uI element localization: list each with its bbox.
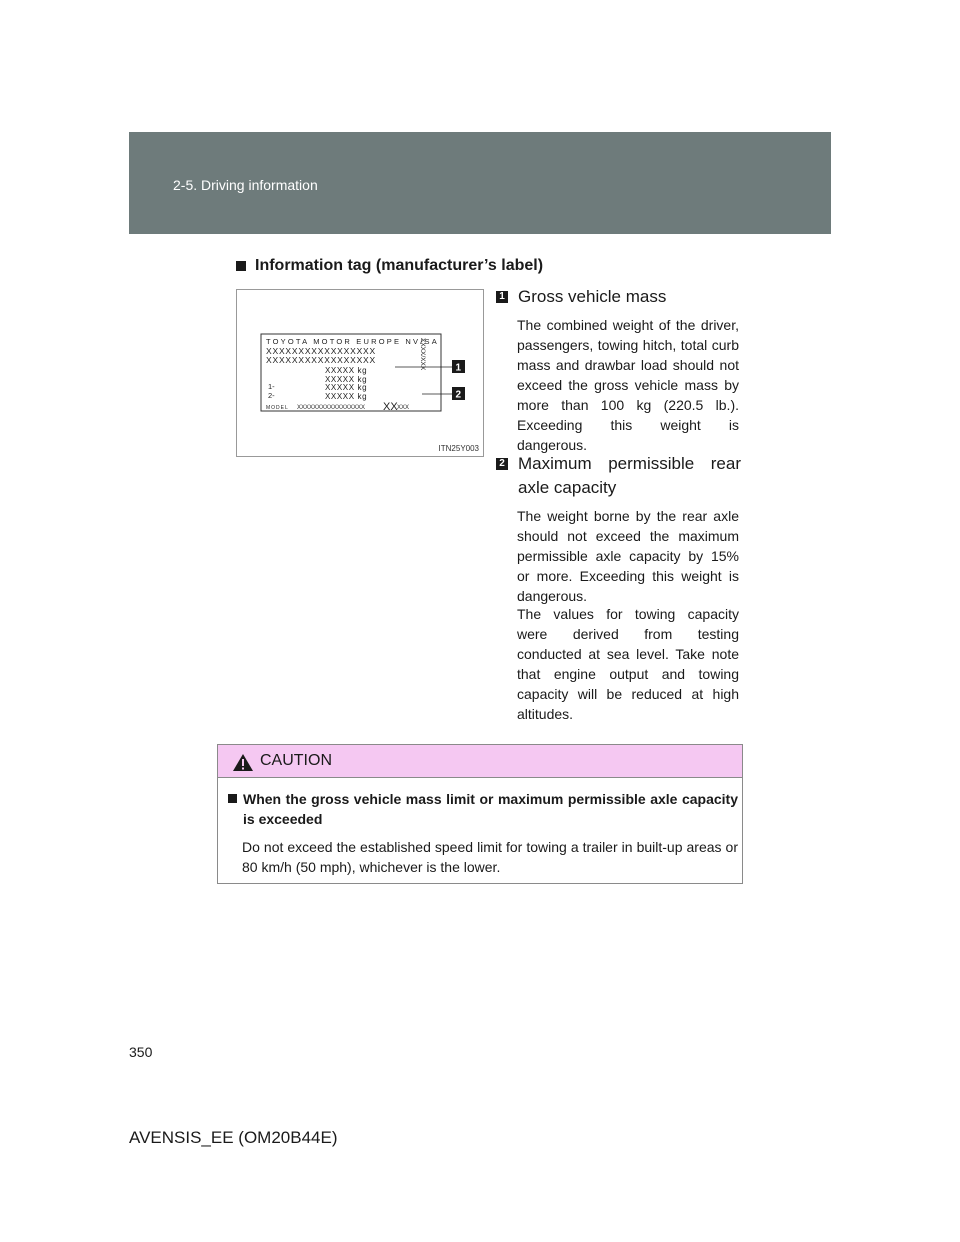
section-heading-text: Information tag (manufacturer’s label) — [255, 257, 544, 274]
warning-triangle-icon — [232, 753, 254, 772]
item-2-text-2: The values for towing capacity were derived from testing conducted at sea level. Take note that engine output and towing capacity will be reduced at high altitudes. — [517, 606, 739, 722]
label-xxx: XXX — [397, 405, 410, 411]
manufacturer-label-figure — [236, 289, 484, 457]
section-title: 2-5. Driving information — [173, 177, 318, 193]
item-2-title-line2: axle capacity — [518, 478, 617, 497]
label-illustration — [237, 290, 483, 456]
caution-subheading — [228, 789, 738, 829]
item-1-text: The combined weight of the driver, passengers, towing hitch, total curb mass and drawbar load should not exceed the gross vehicle mass by more than 100 kg (220.5 lb.). Exceeding this weight is dangerous. — [517, 317, 739, 453]
label-line3: XXXXXXXXXXXXXXXXX — [266, 355, 376, 365]
label-side-text: XXXX/XXX — [419, 338, 426, 371]
label-kg3: XXXXX kg — [325, 383, 368, 392]
square-bullet-icon — [228, 794, 237, 803]
item-2-text: The weight borne by the rear axle should not exceed the maximum permissible axle capacity by 15% or more. Exceeding this weight is dangerous. — [517, 508, 739, 604]
label-model-value: XXXXXXXXXXXXXXXXX — [297, 405, 366, 411]
label-xx: XX — [383, 401, 398, 413]
item-2-title-line1: Maximum permissible rear — [518, 454, 741, 473]
section-heading — [236, 257, 543, 275]
label-line1: TOYOTA MOTOR EUROPE NV/SA — [266, 337, 439, 346]
number-2-icon: 2 — [496, 458, 508, 470]
label-kg1: XXXXX kg — [325, 366, 368, 375]
label-line2: XXXXXXXXXXXXXXXXX — [266, 346, 376, 356]
caution-box — [217, 744, 743, 884]
item-2-heading — [496, 452, 741, 500]
footer-model: AVENSIS_EE (OM20B44E) — [129, 1128, 338, 1147]
label-model: MODEL — [266, 405, 289, 411]
caution-header — [218, 745, 742, 778]
label-kg2: XXXXX kg — [325, 375, 368, 384]
square-bullet-icon — [236, 261, 246, 271]
item-1-title: Gross vehicle mass — [518, 287, 667, 306]
number-1-icon: 1 — [496, 291, 508, 303]
callout-2-text: 2 — [455, 389, 462, 401]
label-kg4: XXXXX kg — [325, 392, 368, 401]
callout-1-text: 1 — [455, 362, 462, 374]
label-axle1: 1- — [268, 382, 275, 391]
label-axle2: 2- — [268, 391, 275, 400]
section-header-band — [129, 132, 831, 234]
figure-code: ITN25Y003 — [438, 444, 479, 453]
caution-title: CAUTION — [260, 752, 332, 769]
item-1-heading — [496, 285, 741, 309]
page-number: 350 — [129, 1044, 153, 1060]
caution-body: Do not exceed the established speed limit for towing a trailer in built-up areas or 80 km/h (50 mph), whichever is the lower. — [242, 839, 738, 875]
caution-subheading-text: When the gross vehicle mass limit or maximum permissible axle capacity is exceeded — [243, 791, 738, 827]
